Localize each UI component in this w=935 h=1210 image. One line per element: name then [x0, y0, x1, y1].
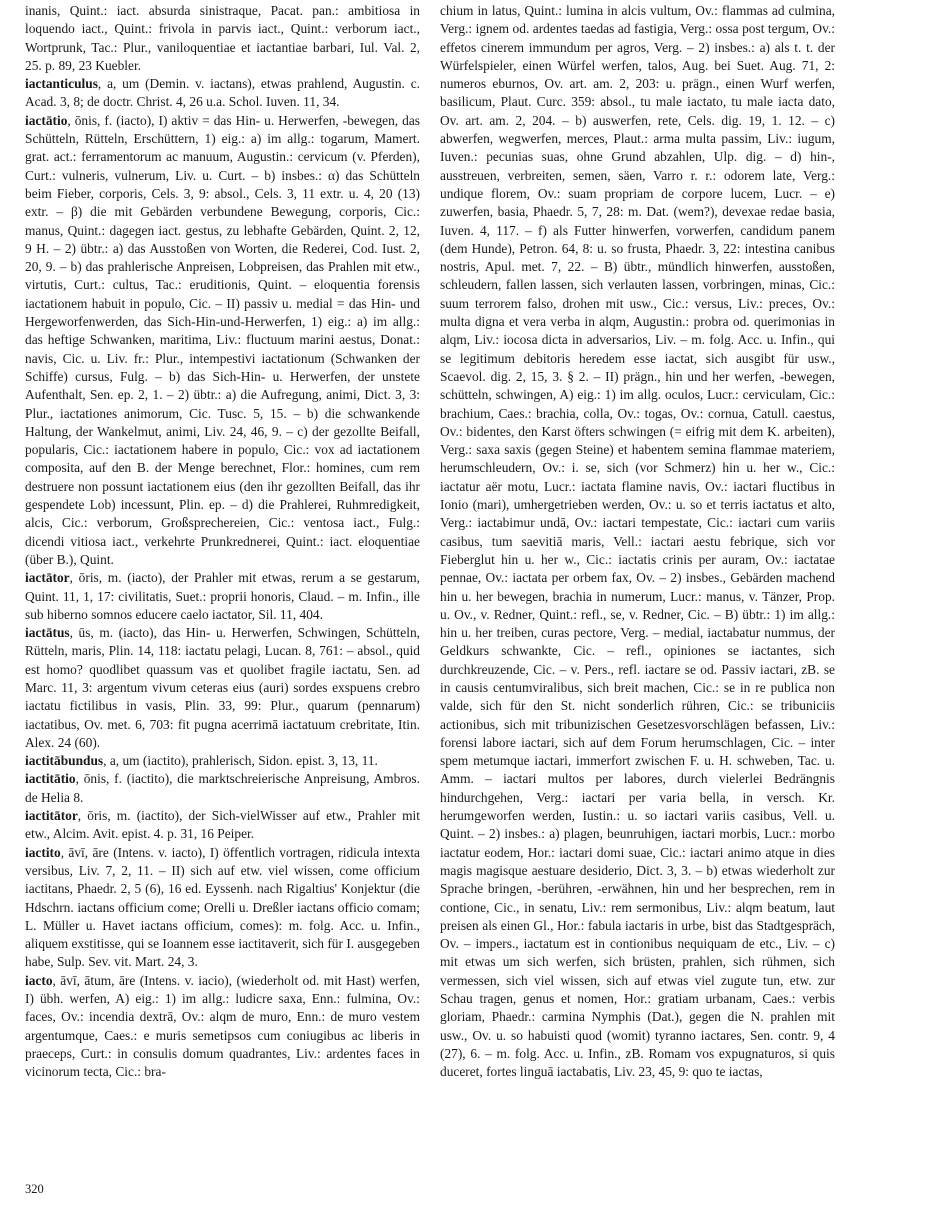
- entry-lemma: iactito: [25, 844, 61, 860]
- entry-text: , ōnis, f. (iactito), die marktschreierische Anpreisung, Ambros. de Helia 8.: [25, 771, 420, 805]
- entry-text: , ōris, m. (iactito), der Sich-vielWisser auf etw., Prahler mit etw., Alcim. Avit. epist. 4. p. 31, 16 Peiper.: [25, 808, 420, 842]
- dictionary-entry: [25, 807, 420, 844]
- entry-lemma: iactātor: [25, 570, 70, 586]
- dictionary-entry: [25, 569, 420, 624]
- entry-text: , a, um (Demin. v. iactans), etwas prahlend, Augustin. c. Acad. 3, 8; de doctr. Christ. 4, 26 u.a. Schol. Iuven. 11, 34.: [25, 76, 420, 110]
- page-number: 320: [25, 1182, 44, 1196]
- entry-lemma: iacto: [25, 972, 53, 988]
- entry-text: , āvī, āre (Intens. v. iacto), I) öffentlich vortragen, ridicula intexta versibus, Liv. 7, 2, 11. – II) sich auf etw. viel wissen, come officium iactitans, Phaedr. 2, 5 (6), 16 ed. Eyssenh. nach Rigaltius' Konjektur (die Hdschrn. iactans officium come; Orelli u. Dreßler iactans officio comam; L. Müller u. Havet iactans officium, comes): m. folg. Acc. u. Infin., aliquem exstitisse, qui se Ioannem esse iactitaverit, sich für I. ausgegeben habe, Sulp. Sev. vit. Mart. 24, 3.: [25, 844, 420, 970]
- dictionary-entry: [25, 972, 420, 1082]
- dictionary-entry: [25, 624, 420, 752]
- entry-text: , ōnis, f. (iacto), I) aktiv = das Hin- u. Herwerfen, -bewegen, das Schütteln, Rütteln, Erschüttern, 1) eig.: a) im allg.: togarum, Mamert. grat. act.: ferramentorum ac manuum, Augustin.: cervicum (v. Pferden), Curt.: vulneris, vulnerum, Liv. u. Curt. – b) insbes.: α) das Schütteln beim Fieber, corporis, Cels. 3, 9: absol., Cels. 3, 11 extr. u. 4, 20 (13) extr. – β) die mit Gebärden verbundene Bewegung, corporis, Cic.: manus, Quint.: dagegen iact. gestus, zu lebhafte Gebärden, Quint. 2, 12, 9 H. – 2) übtr.: a) das Ausstoßen von Worten, die Rederei, Cod. Iust. 2, 20, 9. – b) das prahlerische Anpreisen, Lobpreisen, das Prahlen mit etw., virtutis, Curt.: cultus, Tac.: eruditionis, Quint. – eloquentia forensis iactationem habuit in populo, Cic. – II) passiv u. medial = das Hin- und Hergeworfenwerden, das Sich-Hin-und-Herwerfen, 1) eig.: a) im allg.: das heftige Schwanken, maritima, Liv.: fluctuum marini aestus, Donat.: navis, Cic. u. Liv. fr.: Plur., intempestivi iactationum (Schwanken der Schiffe) cursus, Fulg. – b) das Sich-Hin- u. Herwerfen, der unstete Aufenthalt, Sen. ep. 2, 1. – 2) übtr.: a) die Aufregung, animi, Dict. 3, 3: Plur., iactationes animorum, Cic. Tusc. 5, 15. – b) die schwankende Haltung, der Wankelmut, animi, Liv. 24, 46, 9. – c) der gezollte Beifall, popularis, Cic.: iactationem habere in populo, Cic.: vox ad iactationem composita, auf den B. der Menge berechnet, Flor.: homines, cum rem destruere non possunt iactationem eius (den ihr gezollten Beifall, das ihr gespendete Lob) incessunt, Plin. ep. – d) die Prahlerei, Ruhmredigkeit, alcis, Cic.: verborum, Großsprechereien, Cic.: ventosa iact., Fulg.: dicendi vitiosa iact., verkehrte Prunkrednerei, Quint.: iact. eloquentiae (über B.), Quint.: [25, 112, 420, 567]
- entry-text: inanis, Quint.: iact. absurda sinistraque, Pacat. pan.: ambitiosa in loquendo iact., Quint.: frivola in parvis iact., Quint.: verborum iact., Wortprunk, Tac.: Plur., vaniloquentiae et iactantiae barbari, Iul. Val. 2, 25. p. 89, 23 Kuebler.: [25, 3, 420, 73]
- dictionary-entry: [25, 844, 420, 972]
- entry-lemma: iactitātor: [25, 808, 78, 824]
- entry-lemma: iactātio: [25, 112, 68, 128]
- entry-text: chium in latus, Quint.: lumina in alcis vultum, Ov.: flammas ad culmina, Verg.: ignem od. ardentes taedas ad fastigia, Verg.: ossa post tergum, Ov.: effetos cinerem immundum per agros, Verg. – 2) insbes.: a) als t. t. der Würfelspieler, einen Würfel werfen, talos, Aug. bei Suet. Aug. 71, 2: numeros eburnos, Ov. art. am. 2, 203: u. prägn., einen Wurf werfen, basilicum, Plaut. Curc. 359: absol., tu male iactato, tu male iacta dato, Ov. art. am. 2, 204. – b) auswerfen, rete, Cels. dig. 19, 1. 12. – c) abwerfen, wegwerfen, merces, Plaut.: arma multa passim, Liv.: iugum, Iuven.: pecunias suas, ohne Grund abzahlen, Ulp. dig. – d) hin-, ausstreuen, verbreiten, semen, säen, Varro r. r.: odorem late, Verg.: undique florem, Ov.: suam propriam de corpore lucem, Lucr. – e) zuwerfen, basia, Phaedr. 5, 7, 28: m. Dat. (wem?), devexae redae basia, Iuven. 4, 117. – f) als Futter hinwerfen, vorwerfen, candidum panem (dem Hunde), Petron. 64, 8: u. so frusta, Phaedr. 3, 22: intestina canibus nostris, Apul. met. 7, 22. – B) übtr., mündlich hinwerfen, ausstoßen, schleudern, fallen lassen, sich verlauten lassen, vorbringen, minas, Cic.: suum terrorem falso, drohen mit usw., Cic.: versus, Liv.: preces, Ov.: multa digna et vera verba in alqm, Augustin.: probra od. querimonias in alqm, Liv.: iocosa dicta in adversarios, Liv. – m. folg. Acc. u. Infin., qui se legitimum debitoris heredem esse iactat, sich ausgibt für usw., Scaevol. dig. 2, 15, 3. § 2. – II) prägn., hin und her werfen, -bewegen, schütteln, schwingen, A) eig.: 1) im allg. oculos, Lucr.: cerviculam, Cic.: brachium, Caes.: brachia, colla, Ov.: togas, Ov.: cornua, Catull. caestus, Ov.: bidentes, den Karst öfters schwingen (= eifrig mit dem K. arbeiten), Verg.: saxa saxis (gegen Steine) et habentem semina flammae materiem, herumschleudern, Ov.: i. se, sich (vor Schmerz) hin u. her w., Cic.: iactatur aër motu, Lucr.: iactata flamine navis, Ov.: iactari fluctibus in Ionio (mari), umhergetrieben werden, Ov.: u. so et terris iactatus et alto, Verg.: iactabimur undā, Ov.: iactari tempestate, Cic.: iactari cum variis casibus, tum saevitiā maris, Vell.: iactari aestu febrique, sich vor Fieberglut hin u. her w., Cic.: iactatis crinis per auram, Ov.: iactatae pennae, Ov.: iactata per orbem fax, Ov. – 2) insbes., Gebärden machend hin u. her bewegen, brachia in numerum, Lucr.: manus, v. Tänzer, Prop. u. Ov., v. Redner, Quint.: refl., se, v. Redner, Cic. – B) übtr.: 1) im allg.: hin u. her treiben, curas pectore, Verg. – medial, iactabatur nummus, der Geldkurs schwankte, Cic. – refl., opiniones se iactantes, sich durchkreuzende, Cic. – v. Pers., refl. iactare se od. Passiv iactari, zB. se in causis centumviralibus, sich breit machen, Cic.: se in re publica non valde, sich für den St. nicht sonderlich rühren, Cic.: se tribuniciis actionibus, sich mit tribunizischen Gesetzesvorschlägen befassen, Liv.: forensi labore iactari, sich auf dem Forum herumschlagen, Cic. – inter spem metumque iactari, immerfort zwischen F. u. H. schweben, Tac. u. Amm. – iactari multos per labores, durch vielerlei Bedrängnis hindurchgehen, Verg.: iactari per varia bella, in versch. Kr. herumgeworfen werden, Iustin.: u. so iactari variis casibus, Vell. u. Quint. – 2) insbes.: a) plagen, beunruhigen, iactari morbis, Lucr.: morbo iactatur eodem, Hor.: iactari domi suae, Cic.: iactari animo atque in dies magis magisque aestuare desiderio, Dict. 3, 3. – b) etwas wiederholt zur Sprache bringen, -berühren, -erwähnen, hin und her besprechen, rem in contione, Cic., in senatu, Liv.: rem sermonibus, Liv.: alqm beatum, laut preisen als einen Gl., Hor.: fabula iactaris in urbe, bist das Stadtgespräch, Ov. – impers., iactatum est in contionibus nequiquam de etc., Liv. – c) mit etwas um sich werfen, sich brüsten, prahlen, sich rühmen, sich vermessen, sich viel wissen, sich auf etwas viel zugute tun, etw. zur Schau tragen, genus et nomen, Hor.: gratiam urbanam, Caes.: verbis gloriam, Phaedr.: carmina Nymphis (Dat.), gegen die N. prahlen mit usw., Ov. u. so habuisti quod (womit) tyranno iactares, Sen. contr. 9, 4 (27), 6. – m. folg. Acc. u. Infin., zB. Romam vos expugnaturos, si quis duceret, fortes linguā iactabatis, Liv. 23, 45, 9: quo te iactas,: [440, 3, 835, 1080]
- dictionary-entry: [25, 2, 420, 75]
- dictionary-entry: [25, 112, 420, 569]
- entry-lemma: iactitātio: [25, 771, 76, 787]
- entry-text: , ūs, m. (iacto), das Hin- u. Herwerfen, Schwingen, Schütteln, Rütteln, maris, Plin. 14, 118: iactatu pelagi, Lucan. 8, 761: – absol., quid est homo? quodlibet quassum vas et quolibet fragile iactatu, Sen. ad Marc. 11, 3: argentum vivum ceteras eius (auri) sordes exspuens crebro iactatu fictilibus in vasis, Plin. 33, 99: Plur., quarum (pennarum) iactatibus, Ov. met. 6, 703: fit pugna acerrimā iactatuum crebritate, Itin. Alex. 24 (60).: [25, 625, 420, 750]
- dictionary-entry: [440, 2, 835, 1082]
- entry-lemma: iactātus: [25, 625, 70, 641]
- entry-text: , a, um (iactito), prahlerisch, Sidon. epist. 3, 13, 11.: [103, 753, 378, 769]
- dictionary-entry: [25, 770, 420, 807]
- dictionary-entry: [25, 752, 420, 770]
- entry-text: , ōris, m. (iacto), der Prahler mit etwas, rerum a se gestarum, Quint. 11, 1, 17: civilitatis, Suet.: proprii honoris, Claud. – m. Infin., ille sub hiberno somnos educere caelo iactator, Sil. 11, 404.: [25, 570, 420, 622]
- dictionary-entry: [25, 75, 420, 112]
- entry-lemma: iactanticulus: [25, 76, 98, 92]
- right-column: [440, 2, 835, 1182]
- entry-lemma: iactitābundus: [25, 753, 104, 769]
- entry-text: , āvī, ātum, āre (Intens. v. iacio), (wiederholt od. mit Hast) werfen, I) übh. werfen, A) eig.: 1) im allg.: ludicre saxa, Enn.: fulmina, Ov.: faces, Ov.: incendia dextrā, Ov.: alqm de muro, Enn.: de muro vestem argentumque, Caes.: e muris semetipsos cum coniugibus ac liberis in praeceps, Curt.: in consulis domum quadrantes, Liv.: ardentes faces in vicinorum tecta, Cic.: bra-: [25, 972, 420, 1080]
- left-column: [25, 2, 420, 1182]
